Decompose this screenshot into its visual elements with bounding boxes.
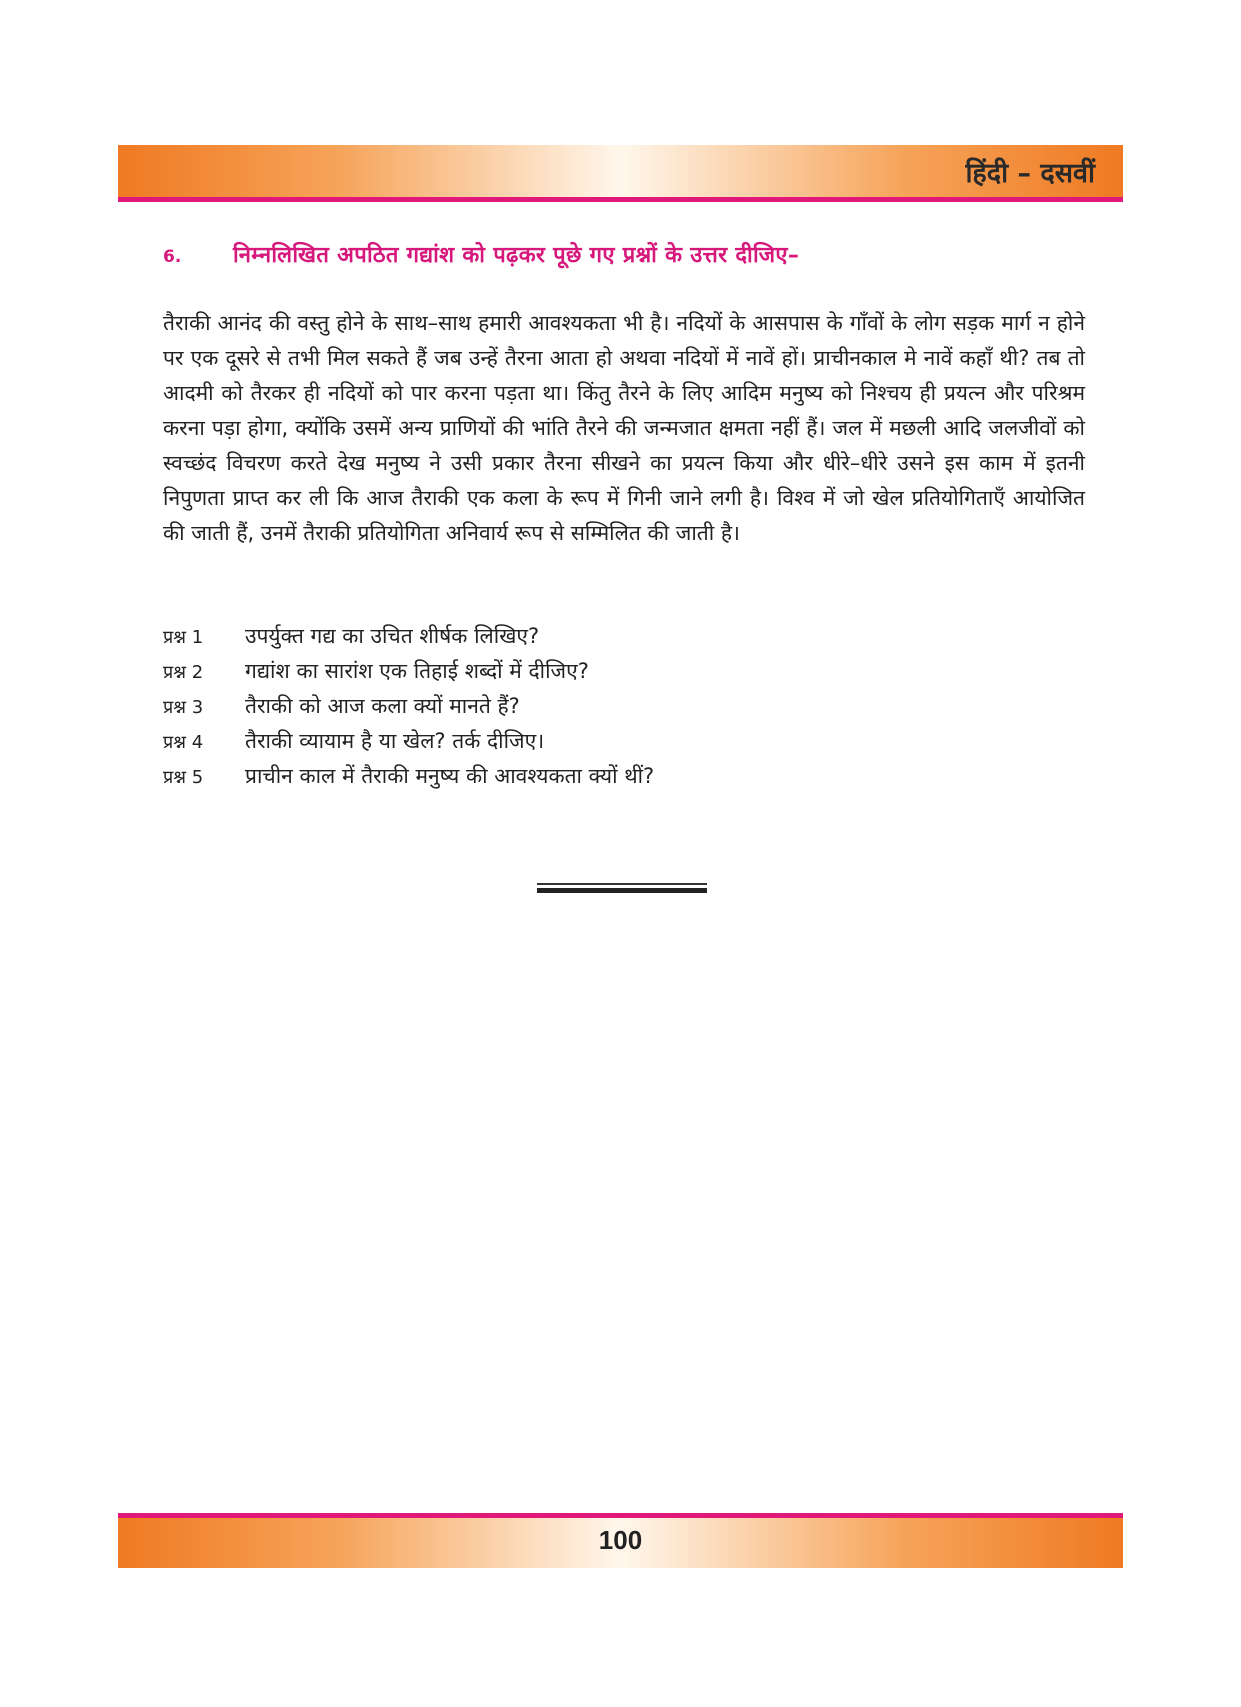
question-label: प्रश्न 3 xyxy=(163,697,204,718)
question-text: तैराकी को आज कला क्यों मानते हैं? xyxy=(245,694,520,718)
list-item xyxy=(163,692,1063,727)
passage-text: तैराकी आनंद की वस्तु होने के साथ–साथ हमारी आवश्यकता भी है। नदियों के आसपास के गाँवों के लोग सड़क मार्ग न होने पर एक दूसरे से तभी मिल सकते हैं जब उन्हें तैरना आता हो अथवा नदियों में नावें हों। प्राचीनकाल मे नावें कहाँ थी? तब तो आदमी को तैरकर ही नदियों को पार करना पड़ता था। किंतु तैरने के लिए आदिम मनुष्य को निश्चय ही प्रयत्न और परिश्रम करना पड़ा होगा, क्योंकि उसमें अन्य प्राणियों की भांति तैरने की जन्मजात क्षमता नहीं हैं। जल में मछली आदि जलजीवों को स्वच्छंद विचरण करते देख मनुष्य ने उसी प्रकार तैरना सीखने का प्रयत्न किया और धीरे–धीरे उसने इस काम में इतनी निपुणता प्राप्त कर ली कि आज तैराकी एक कला के रूप में गिनी जाने लगी है। विश्व में जो खेल प्रतियोगिताएँ आयोजित की जाती हैं, उनमें तैराकी प्रतियोगिता अनिवार्य रूप से सम्मिलित की जाती है। xyxy=(163,311,1085,545)
list-item xyxy=(163,762,1063,797)
question-list xyxy=(163,622,1063,797)
question-label: प्रश्न 2 xyxy=(163,662,204,683)
header-title: हिंदी – दसवीं xyxy=(965,158,1095,189)
section-end-divider xyxy=(537,883,707,893)
question-label: प्रश्न 5 xyxy=(163,767,204,788)
header-band xyxy=(118,145,1123,197)
list-item xyxy=(163,657,1063,692)
question-text: तैराकी व्यायाम है या खेल? तर्क दीजिए। xyxy=(245,729,545,753)
page-number: 100 xyxy=(598,1525,643,1555)
question-text: प्राचीन काल में तैराकी मनुष्य की आवश्यकता क्यों थीं? xyxy=(245,764,655,788)
list-item xyxy=(163,622,1063,657)
question-heading xyxy=(163,239,1123,269)
header-divider xyxy=(118,197,1123,202)
divider-thin-line xyxy=(537,883,707,885)
question-text: उपर्युक्त गद्य का उचित शीर्षक लिखिए? xyxy=(245,624,540,648)
question-label: प्रश्न 4 xyxy=(163,732,204,753)
divider-thick-line xyxy=(537,888,707,893)
question-text: गद्यांश का सारांश एक तिहाई शब्दों में दीजिए? xyxy=(245,659,589,683)
footer-band xyxy=(118,1518,1123,1568)
question-number: 6. xyxy=(163,247,182,267)
question-label: प्रश्न 1 xyxy=(163,627,204,648)
list-item xyxy=(163,727,1063,762)
question-instruction: निम्नलिखित अपठित गद्यांश को पढ़कर पूछे गए प्रश्नों के उत्तर दीजिए– xyxy=(233,243,800,268)
